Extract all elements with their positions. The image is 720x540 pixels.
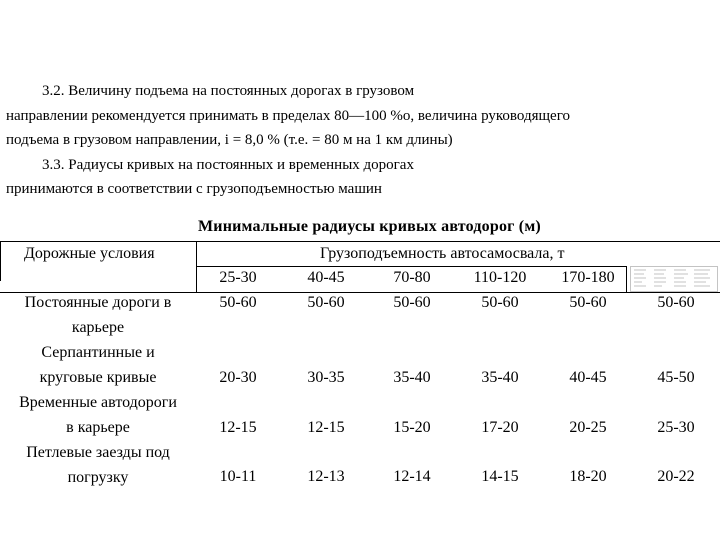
table-cell: 12-13 (307, 468, 345, 485)
table-cell: 14-15 (481, 468, 519, 485)
embedded-table-thumbnail (630, 266, 718, 292)
row-condition-line: Петлевые заезды под (26, 444, 170, 461)
table-cell: 25-30 (657, 419, 695, 436)
capacity-column-header: 70-80 (393, 269, 431, 286)
table-cell: 12-15 (219, 419, 257, 436)
table-cell: 50-60 (307, 294, 345, 311)
table-rule-column-divider (196, 241, 197, 293)
table-cell: 15-20 (393, 419, 431, 436)
table-cell: 20-25 (569, 419, 607, 436)
table-cell: 12-15 (307, 419, 345, 436)
capacity-column-header: 170-180 (561, 269, 615, 286)
table-title: Минимальные радиусы кривых автодорог (м) (198, 218, 541, 235)
capacity-column-header: 25-30 (219, 269, 257, 286)
row-condition-line: круговые кривые (39, 369, 157, 386)
row-condition-line: погрузку (67, 469, 129, 486)
table-cell: 50-60 (219, 294, 257, 311)
body-paragraph (6, 79, 720, 202)
row-condition-line: Временные автодороги (19, 394, 177, 411)
table-cell: 12-14 (393, 468, 431, 485)
table-cell: 20-30 (219, 369, 257, 386)
row-condition-line: Постоянные дороги в (24, 294, 172, 311)
header-load-capacity: Грузоподъемность автосамосвала, т (320, 245, 565, 262)
table-cell: 50-60 (393, 294, 431, 311)
table-rule-subheader (196, 266, 626, 267)
row-condition-line: карьере (71, 319, 125, 336)
table-cell: 50-60 (481, 294, 519, 311)
table-cell: 30-35 (307, 369, 345, 386)
table-rule-left (0, 241, 1, 281)
table-cell: 45-50 (657, 369, 695, 386)
paragraph-line: направлении рекомендуется принимать в пределах 80—100 %о, величина руководящего (6, 107, 570, 124)
table-cell: 35-40 (393, 369, 431, 386)
table-cell: 40-45 (569, 369, 607, 386)
table-cell: 17-20 (481, 419, 519, 436)
row-condition-line: в карьере (66, 419, 130, 436)
table-rule-top (0, 241, 720, 242)
capacity-column-header: 110-120 (473, 269, 527, 286)
capacity-column-header: 40-45 (307, 269, 345, 286)
table-cell: 18-20 (569, 468, 607, 485)
table-cell: 20-22 (657, 468, 695, 485)
paragraph-line: 3.2. Величину подъема на постоянных дорогах в грузовом (42, 83, 415, 99)
row-condition-line: Серпантинные и (41, 344, 155, 361)
paragraph-line: 3.3. Радиусы кривых на постоянных и временных дорогах (42, 156, 414, 173)
table-cell: 50-60 (569, 294, 607, 311)
header-road-conditions: Дорожные условия (24, 245, 155, 262)
paragraph-line: принимаются в соответствии с грузоподъемностью машин (6, 181, 382, 197)
paragraph-line: подъема в грузовом направлении, i = 8,0 % (т.е. = 80 м на 1 км длины) (6, 132, 453, 148)
table-cell: 10-11 (219, 468, 257, 485)
table-cell: 35-40 (481, 369, 519, 386)
table-cell: 50-60 (657, 294, 695, 311)
